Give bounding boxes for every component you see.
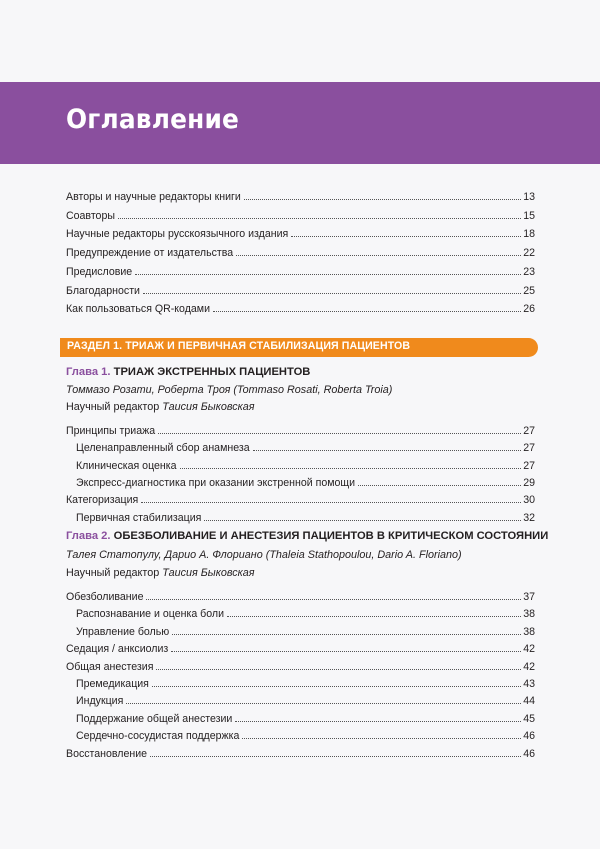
toc-entry-label: Экспресс-диагностика при оказании экстренной помощи — [76, 476, 356, 489]
chapter-1-authors: Томмазо Розати, Роберта Троя (Tommaso Rosati, Roberta Troia) — [66, 384, 393, 396]
dot-leader — [146, 587, 521, 600]
toc-entry-page: 42 — [523, 660, 535, 673]
dot-leader — [213, 299, 521, 312]
toc-entry[interactable] — [76, 508, 535, 524]
toc-entry-label: Индукция — [76, 695, 124, 708]
toc-entry[interactable] — [66, 224, 535, 240]
chapter-2-title: ОБЕЗБОЛИВАНИЕ И АНЕСТЕЗИЯ ПАЦИЕНТОВ В КРИТИЧЕСКОМ СОСТОЯНИИ — [113, 530, 549, 542]
toc-entry[interactable] — [66, 262, 535, 278]
dot-leader — [236, 243, 521, 256]
dot-leader — [141, 490, 521, 503]
toc-entry[interactable] — [66, 206, 535, 222]
toc-entry-page: 42 — [523, 643, 535, 656]
dot-leader — [143, 281, 521, 294]
toc-entry-label: Управление болью — [76, 625, 170, 638]
toc-entry-label: Как пользоваться QR-кодами — [66, 303, 210, 316]
dot-leader — [291, 224, 521, 237]
dot-leader — [118, 206, 521, 219]
toc-entry-label: Седация / анксиолиз — [66, 643, 169, 656]
dot-leader — [180, 456, 522, 469]
toc-entry-page: 38 — [523, 608, 535, 621]
toc-entry[interactable] — [66, 187, 535, 203]
toc-entry-page: 13 — [523, 191, 535, 203]
toc-entry[interactable] — [66, 421, 535, 437]
toc-entry-page: 38 — [523, 625, 535, 638]
toc-entry[interactable] — [66, 299, 535, 315]
toc-entry[interactable] — [66, 281, 535, 297]
toc-entry-page: 27 — [523, 459, 535, 472]
chapter-2-authors: Талея Статопулу, Дарио А. Флориано (Thaleia Stathopoulou, Dario A. Floriano) — [66, 549, 462, 561]
toc-entry-page: 32 — [523, 511, 535, 524]
toc-entry-label: Соавторы — [66, 209, 115, 222]
toc-entry-page: 29 — [523, 476, 535, 489]
chapter-1-title: ТРИАЖ ЭКСТРЕННЫХ ПАЦИЕНТОВ — [113, 366, 311, 378]
toc-entry[interactable] — [76, 726, 535, 742]
toc-entry-label: Обезболивание — [66, 591, 144, 603]
dot-leader — [156, 657, 521, 670]
toc-entry[interactable] — [66, 243, 535, 259]
toc-entry-label: Авторы и научные редакторы книги — [66, 191, 241, 203]
toc-entry[interactable] — [76, 691, 535, 707]
chapter-2-editor — [66, 567, 255, 579]
toc-entry-label: Первичная стабилизация — [76, 511, 202, 524]
chapter-2-editor-prefix: Научный редактор — [66, 567, 160, 579]
toc-entry-page: 37 — [523, 591, 535, 603]
toc-entry-label: Клиническая оценка — [76, 459, 177, 472]
toc-entry-label: Категоризация — [66, 494, 139, 507]
toc-entry-label: Поддержание общей анестезии — [76, 712, 233, 725]
chapter-1-number: Глава 1. — [66, 366, 111, 378]
toc-entry-page: 44 — [523, 695, 535, 708]
toc-entry[interactable] — [76, 674, 535, 690]
chapter-1-editor-prefix: Научный редактор — [66, 401, 160, 413]
chapter-1-heading[interactable] — [66, 366, 310, 378]
toc-entry-page: 45 — [523, 712, 535, 725]
dot-leader — [126, 691, 521, 704]
dot-leader — [244, 187, 521, 200]
toc-entry-label: Научные редакторы русскоязычного издания — [66, 228, 289, 241]
toc-entry-page: 22 — [523, 247, 535, 260]
dot-leader — [227, 604, 521, 617]
toc-entry-page: 23 — [523, 265, 535, 278]
toc-entry-page: 43 — [523, 678, 535, 690]
toc-entry-page: 25 — [523, 284, 535, 297]
toc-entry-page: 46 — [523, 747, 535, 760]
toc-entry[interactable] — [66, 744, 535, 760]
toc-entry-page: 27 — [523, 425, 535, 437]
dot-leader — [172, 622, 521, 635]
dot-leader — [235, 709, 521, 722]
toc-entry-label: Восстановление — [66, 747, 148, 760]
toc-entry-label: Принципы триажа — [66, 425, 156, 437]
dot-leader — [158, 421, 521, 434]
toc-entry[interactable] — [66, 657, 535, 673]
toc-entry-label: Премедикация — [76, 678, 149, 690]
page-title: Оглавление — [66, 104, 240, 135]
toc-entry[interactable] — [66, 639, 535, 655]
dot-leader — [152, 674, 521, 687]
toc-entry[interactable] — [76, 473, 535, 489]
title-banner — [0, 82, 600, 164]
toc-entry-label: Предупреждение от издательства — [66, 247, 234, 260]
section-bar — [60, 338, 538, 357]
chapter-2-number: Глава 2. — [66, 530, 111, 542]
toc-entry-label: Целенаправленный сбор анамнеза — [76, 442, 250, 455]
dot-leader — [242, 726, 521, 739]
chapter-2-editor-name: Таисия Быковская — [162, 567, 255, 579]
toc-entry[interactable] — [76, 709, 535, 725]
toc-entry[interactable] — [66, 490, 535, 506]
section-title: РАЗДЕЛ 1. ТРИАЖ И ПЕРВИЧНАЯ СТАБИЛИЗАЦИЯ ПАЦИЕНТОВ — [67, 340, 411, 352]
toc-entry-page: 26 — [523, 303, 535, 316]
toc-entry-label: Общая анестезия — [66, 660, 154, 673]
toc-entry-label: Сердечно-сосудистая поддержка — [76, 730, 240, 743]
toc-entry-label: Благодарности — [66, 284, 140, 297]
toc-entry[interactable] — [66, 587, 535, 603]
dot-leader — [171, 639, 521, 652]
chapter-1-editor-name: Таисия Быковская — [162, 401, 255, 413]
toc-entry[interactable] — [76, 604, 535, 620]
dot-leader — [358, 473, 521, 486]
chapter-1-editor — [66, 401, 255, 413]
toc-entry-label: Предисловие — [66, 265, 133, 278]
toc-entry-page: 27 — [523, 442, 535, 455]
dot-leader — [150, 744, 521, 757]
toc-entry[interactable] — [76, 456, 535, 472]
toc-entry[interactable] — [76, 438, 535, 454]
toc-entry-page: 15 — [523, 209, 535, 222]
toc-entry-label: Распознавание и оценка боли — [76, 608, 224, 621]
dot-leader — [135, 262, 521, 275]
toc-entry-page: 30 — [523, 494, 535, 507]
dot-leader — [253, 438, 522, 451]
toc-entry-page: 46 — [523, 730, 535, 743]
toc-entry[interactable] — [76, 622, 535, 638]
toc-entry-page: 18 — [523, 228, 535, 241]
chapter-2-heading[interactable] — [66, 530, 548, 542]
dot-leader — [204, 508, 521, 521]
